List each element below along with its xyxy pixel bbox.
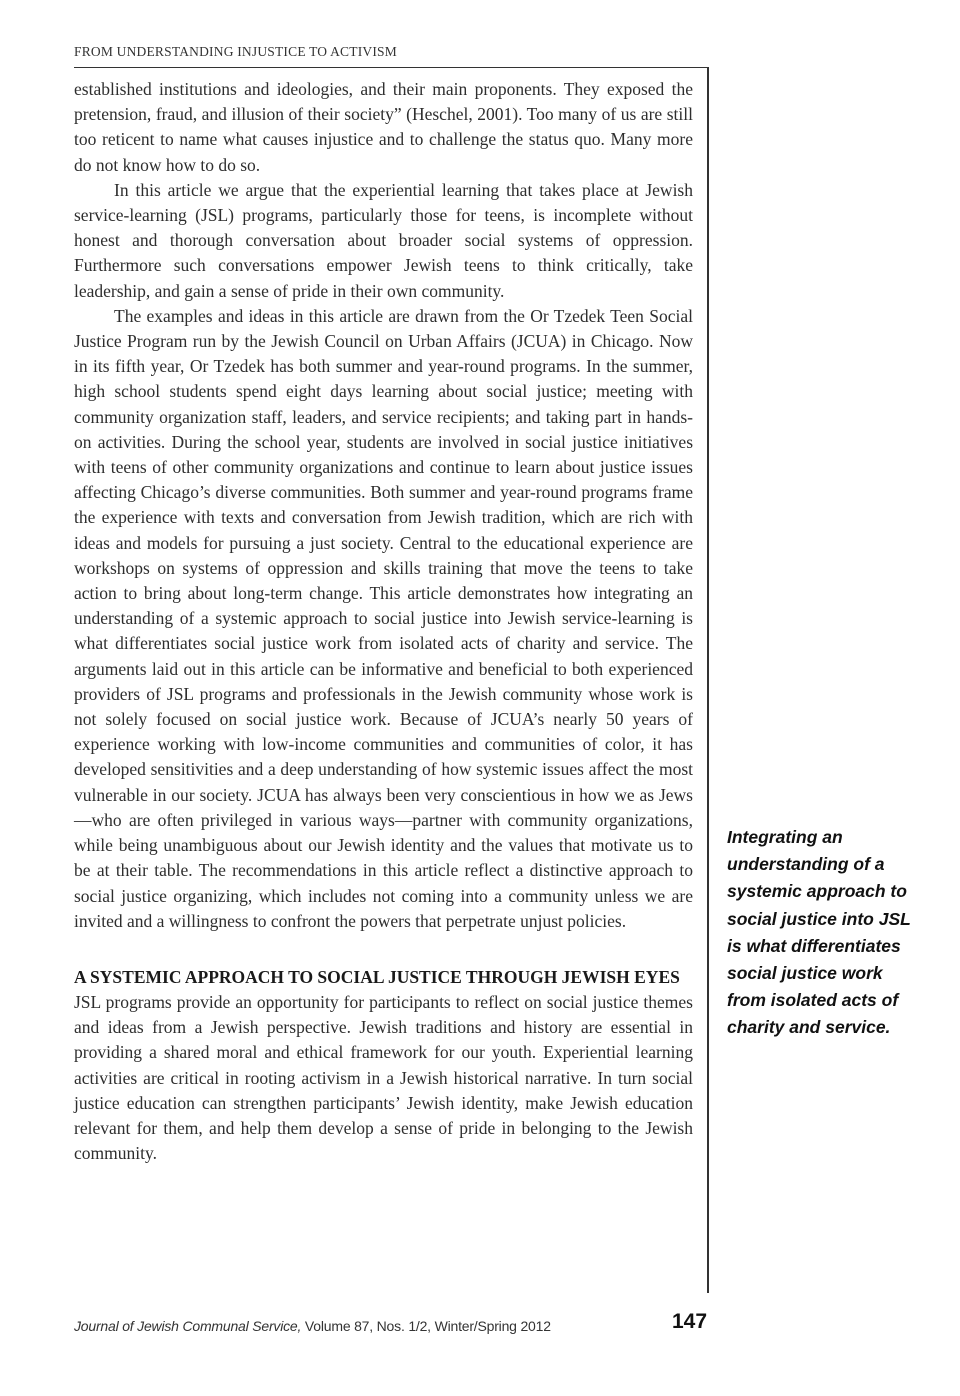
running-header: FROM UNDERSTANDING INJUSTICE TO ACTIVISM xyxy=(74,44,397,59)
page-number: 147 xyxy=(672,1310,708,1333)
body-paragraph-4: JSL programs provide an opportunity for participants to reflect on social justice themes and ideas from a Jewish perspective. Jewish traditions and history are essential in providing a shared moral and ethical framework for our youth. Experiential learning activities are critical in rooting activism in a Jewish historical narrative. In turn social justice education can strengthen participants’ Jewish identity, make Jewish education relevant for them, and help them develop a sense of pride in belonging to the Jewish community. xyxy=(74,991,693,1164)
footer-journal-name: Journal of Jewish Communal Service, xyxy=(74,1318,302,1334)
section-heading: A SYSTEMIC APPROACH TO SOCIAL JUSTICE THROUGH JEWISH EYES xyxy=(74,966,680,987)
body-paragraph-1: established institutions and ideologies, and their main proponents. They exposed the pretension, fraud, and illusion of their society” (Heschel, 2001). Too many of us are still too reticent to name what causes injustice and to challenge the status quo. Many more do not know how to do so. xyxy=(74,79,693,175)
article-body xyxy=(74,77,693,1166)
body-paragraph-2: In this article we argue that the experiential learning that takes place at Jewish service-learning (JSL) programs, particularly those for teens, is incomplete without honest and thorough conversation about broader social systems of oppression. Furthermore such conversations empower Jewish teens to think critically, take leadership, and gain a sense of pride in their own community. xyxy=(74,179,693,301)
footer-issue: Volume 87, Nos. 1/2, Winter/Spring 2012 xyxy=(301,1318,551,1334)
header-rule xyxy=(74,67,708,68)
footer-citation xyxy=(74,1318,551,1334)
column-divider-rule xyxy=(707,67,709,1293)
pull-quote: Integrating an understanding of a systemic approach to social justice into JSL is what differentiates social justice work from isolated acts of charity and service. xyxy=(727,827,911,1038)
body-paragraph-3: The examples and ideas in this article are drawn from the Or Tzedek Teen Social Justice Program run by the Jewish Council on Urban Affairs (JCUA) in Chicago. Now in its fifth year, Or Tzedek has both summer and year-round programs. In the summer, high school students spend eight days learning about social justice; meeting with community organization staff, leaders, and service recipients; and taking part in hands-on activities. During the school year, students are involved in social justice initiatives with teens of other community organizations and continue to learn about justice issues affecting Chicago’s diverse communities. Both summer and year-round programs frame the experience with texts and conversation from Jewish tradition, which are rich with ideas and models for pursuing a just society. Central to the educational experience are workshops on systems of oppression and skills training that move the teens to take action to bring about long-term change. This article demonstrates how integrating an understanding of a systemic approach to social justice into Jewish service-learning is what differentiates social justice work from isolated acts of charity and service. The arguments laid out in this article can be informative and beneficial to both experienced providers of JSL programs and professionals in the Jewish community whose work is not solely focused on social justice work. Because of JCUA’s nearly 50 years of experience working with low-income communities and communities of color, it has developed sensitivities and a deep understanding of how systemic issues affect the most vulnerable in our society. JCUA has always been very conscientious in how we as Jews—who are often privileged in various ways—partner with community organizations, while being unambiguous about our Jewish identity and the values that motivate us to be at their table. The recommendations in this article reflect a distinctive approach to social justice organizing, which includes not coming into a community unless we are invited and a willingness to confront the powers that perpetrate unjust policies. xyxy=(74,305,693,931)
